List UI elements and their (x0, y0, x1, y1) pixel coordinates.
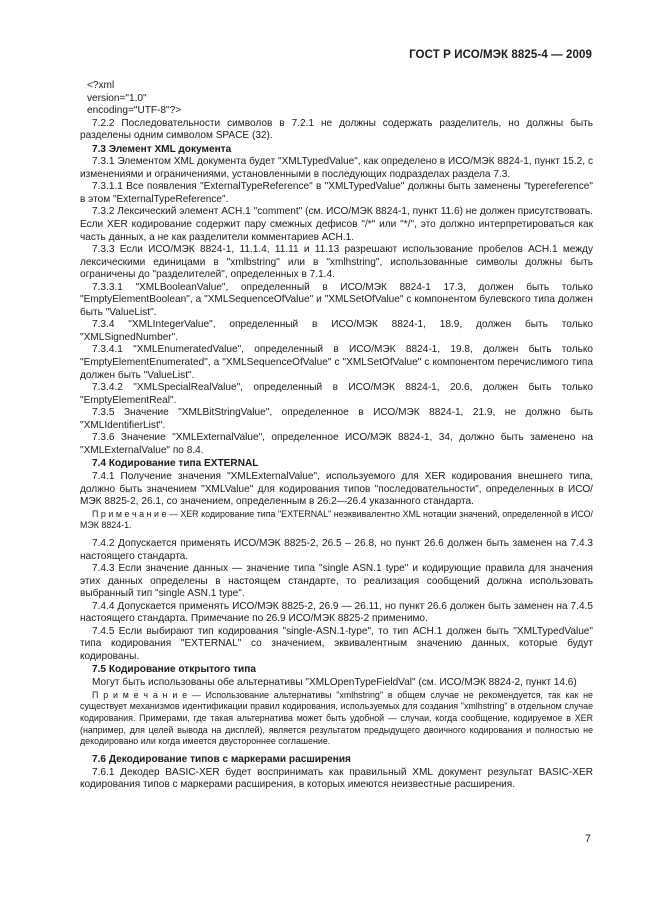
standard-header-title: ГОСТ Р ИСО/МЭК 8825-4 — 2009 (409, 49, 592, 61)
paragraph: 7.6.1 Декодер BASIC-XER будет воспринимать как правильный XML документ результат BASIC-XER кодирования типов с маркерами расширения, в которых имеются неизвестные расширения. (80, 766, 593, 791)
paragraph: 7.3.3 Если ИСО/МЭК 8824-1, 11.1.4, 11.11 и 11.13 разрешают использование пробелов АСН.1 между лексическими единицами в "xmlbstring" или в "xmlhstring", использованные символы должны быть ограничены до "разделителей", определенных в 7.1.4. (80, 244, 593, 281)
paragraph: 7.3.2 Лексический элемент АСН.1 "comment" (см. ИСО/МЭК 8824-1, пункт 11.6) не должен присутствовать. Если XER кодирование содержит пару смежных дефисов "/*" или "*/", это должно интерпретироваться как часть данных, а не как разделители комментариев АСН.1. (80, 206, 593, 243)
paragraph: 7.4.5 Если выбирают тип кодирования "single-ASN.1-type", то тип АСН.1 должен быть "XMLTypedValue" типа кодирования "EXTERNAL" со значением, эквивалентным значению данных, которые будут кодированы. (80, 625, 593, 662)
note-paragraph: П р и м е ч а н и е — XER кодирование типа "EXTERNAL" неэквивалентно XML нотации значений, определенной в ИСО/МЭК 8824-1. (80, 508, 593, 531)
paragraph: 7.4.1 Получение значения "XMLExternalValue", используемого для XER кодирования внешнего типа, должно быть значением "XMLValue" для кодирования типов "последовательности", определенных в ИСО/МЭК 8825-2, 26.1, со значением, определенным в 26.2—26.4 указанного стандарта. (80, 470, 593, 508)
page-number: 7 (584, 833, 591, 845)
section-heading: 7.4 Кодирование типа EXTERNAL (92, 458, 259, 470)
paragraph: 7.3.4 "XMLIntegerValue", определенный в ИСО/МЭК 8824-1, 18.9, должен быть только "XMLSignedNumber". (80, 319, 593, 343)
paragraph: 7.2.2 Последовательности символов в 7.2.1 не должны содержать разделитель, но должны быть разделены одним символом SPACE (32). (80, 117, 593, 142)
paragraph: 7.4.3 Если значение данных — значение типа "single ASN.1 type" и кодирующие правила для значения этих данных определены в настоящем стандарте, то реализация сообщений должна использовать выбранный тип "single ASN.1 type". (80, 563, 593, 600)
xml-declaration-line: version="1.0" (87, 92, 147, 104)
paragraph: 7.3.6 Значение "XMLExternalValue", определенное ИСО/МЭК 8824-1, 34, должно быть заменено на "XMLExternalValue" по 8.4. (80, 432, 593, 456)
section-heading: 7.6 Декодирование типов с маркерами расширения (92, 754, 351, 766)
xml-declaration-line: encoding="UTF-8"?> (87, 105, 182, 117)
paragraph: 7.4.4 Допускается применять ИСО/МЭК 8825-2, 26.9 — 26.11, но пункт 26.6 должен быть заменен на 7.4.5 настоящего стандарта. Примечание по 26.9 ИСО/МЭК 8825-2 применимо. (80, 600, 593, 625)
paragraph: 7.4.2 Допускается применять ИСО/МЭК 8825-2, 26.5 – 26.8, но пункт 26.6 должен быть заменен на 7.4.3 настоящего стандарта. (80, 538, 593, 562)
paragraph: Могут быть использованы обе альтернативы "XMLOpenTypeFieldVal" (см. ИСО/МЭК 8824-2, пункт 14.6) (92, 677, 577, 689)
paragraph: 7.3.3.1 "XMLBooleanValue", определенный в ИСО/МЭК 8824-1 17.3, должен быть только "EmptyElementBoolean", а "XMLSequenceOfValue" и "XMLSetOfValue" с компонентом булевского типа должен быть "ValueList". (80, 281, 593, 318)
paragraph: 7.3.1 Элементом XML документа будет "XMLTypedValue", как определено в ИСО/МЭК 8824-1, пункт 15.2, с изменениями и ограничениями, установленными в последующих подразделах раздела 7.3. (80, 156, 593, 180)
xml-declaration-line: <?xml (87, 80, 115, 91)
section-heading: 7.3 Элемент XML документа (92, 143, 232, 155)
note-paragraph: П р и м е ч а н и е — Использование альтернативы "xmlhstring" в общем случае не рекомендуется, так как не существует механизмов идентификации правил кодирования, используемых для создания "xmlhstring" в отдельном случае кодирования. Примерами, где такая альтернатива может быть удобной — случаи, когда сообщение, кодируемое в XER (например, для целей вывода на дисплей), является результатом предыдущего двоичного кодирования и полностью не декодировано или когда имеется двустороннее соглашение. (80, 689, 593, 747)
paragraph: 7.3.1.1 Все появления "ExternalTypeReference" в "XMLTypedValue" должны быть заменены "typereference" в этом "ExternalTypeReference". (80, 181, 593, 205)
paragraph: 7.3.4.2 "XMLSpecialRealValue", определенный в ИСО/МЭК 8824-1, 20.6, должен быть только "EmptyElementReal". (80, 382, 593, 406)
paragraph: 7.3.4.1 "XMLEnumeratedValue", определенный в ИСО/МЭК 8824-1, 19.8, должен быть только "EmptyElementEnumerated", а "XMLSequenceOfValue" с "XMLSetOfValue" с компонентом перечислимого типа должен быть "ValueList". (80, 344, 593, 381)
document-body (80, 80, 593, 792)
section-heading: 7.5 Кодирование открытого типа (92, 664, 256, 676)
paragraph: 7.3.5 Значение "XMLBitStringValue", определенное в ИСО/МЭК 8824-1, 21.9, не должно быть "XMLIdentifierList". (80, 407, 593, 431)
